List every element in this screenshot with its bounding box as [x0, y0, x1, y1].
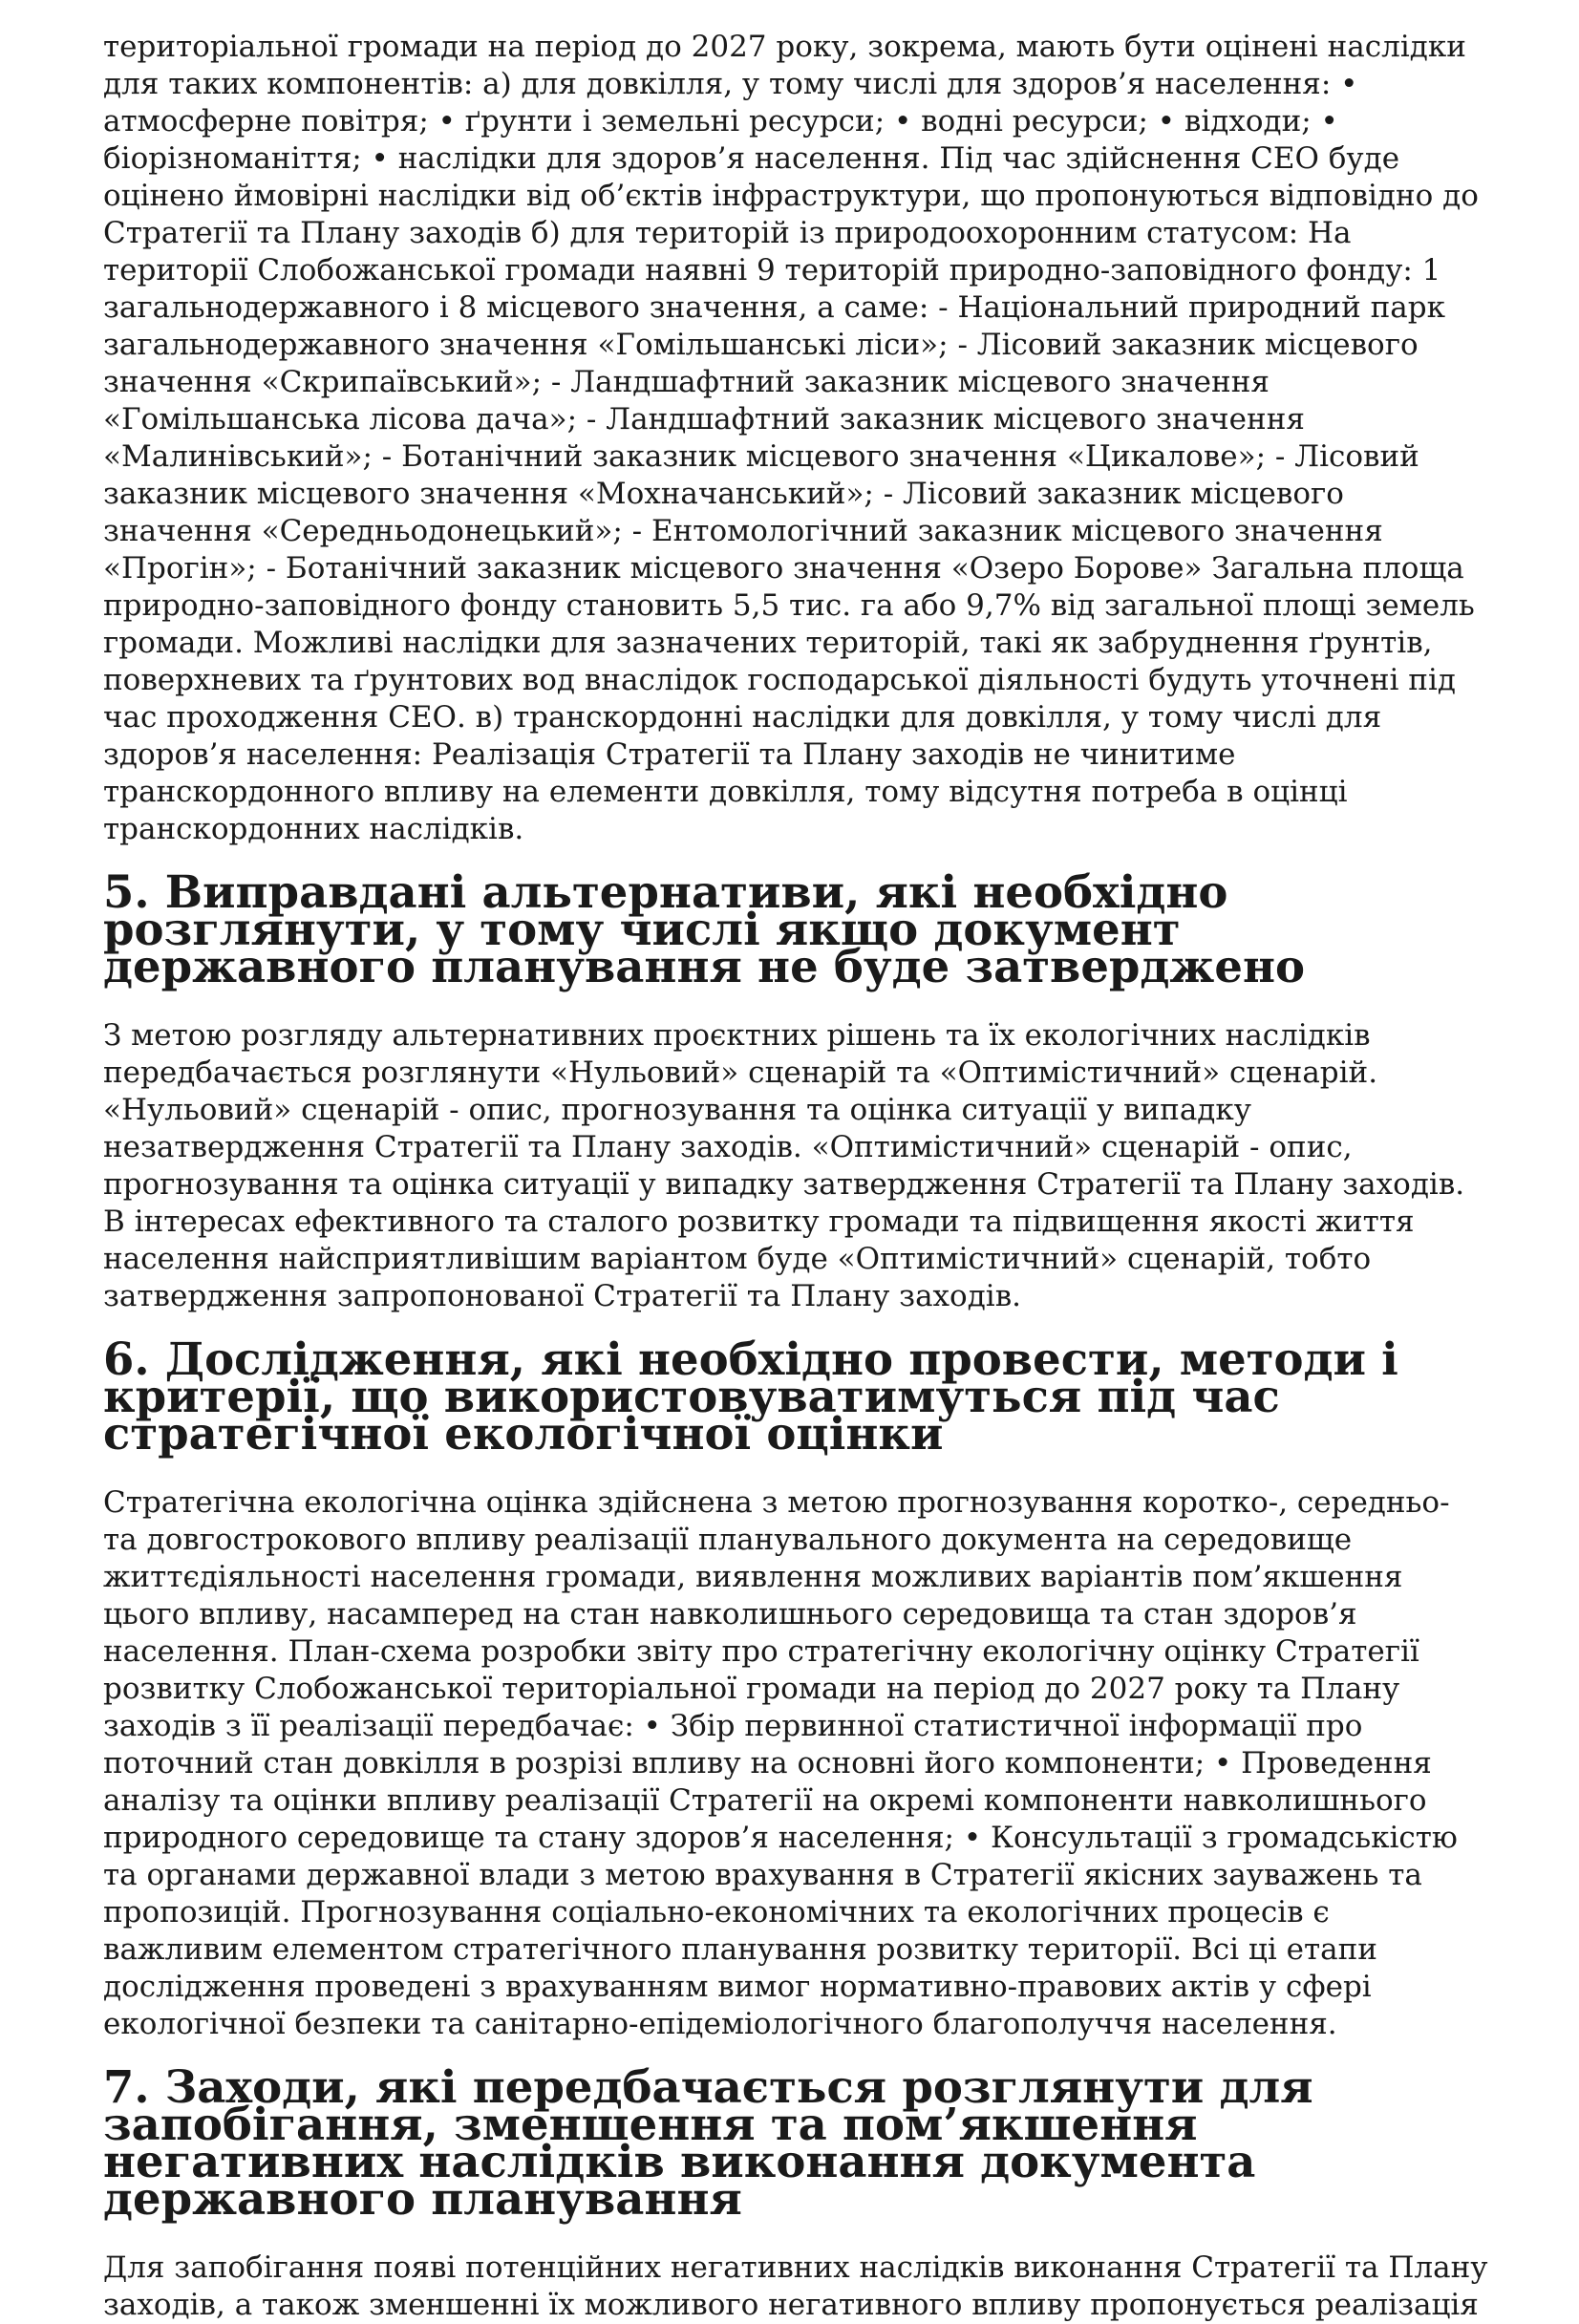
intro-paragraph: територіальної громади на період до 2027 року, зокрема, мають бути оцінені наслідки для таких компонентів: а) для довкілля, у тому числі для здоров’я населення: • атмосферне повітря; • ґрунти і земельні ресурси; • водні ресурси; • відходи; • біорізноманіття; • наслідки для здоров’я населення. Під час здійснення СЕО буде оцінено ймовірні наслідки від об’єктів інфраструктури, що пропонуються відповідно до Стратегії та Плану заходів б) для територій із природоохоронним статусом: На території Слобожанської громади наявні 9 територій природно-заповідного фонду: 1 загальнодержавного і 8 місцевого значення, а саме: - Національний природний парк загальнодержавного значення «Гомільшанські ліси»; - Лісовий заказник місцевого значення «Скрипаївський»; - Ландшафтний заказник місцевого значення «Гомільшанська лісова дача»; - Ландшафтний заказник місцевого значення «Малинівський»; - Ботанічний заказник місцевого значення «Цикалове»; - Лісовий заказник місцевого значення «Мохначанський»; - Лісовий заказник місцевого значення «Середньодонецький»; - Ентомологічний заказник місцевого значення «Прогін»; - Ботанічний заказник місцевого значення «Озеро Борове» Загальна площа природно-заповідного фонду становить 5,5 тис. га або 9,7% від загальної площі земель громади. Можливі наслідки для зазначених територій, такі як забруднення ґрунтів, поверхневих та ґрунтових вод внаслідок господарської діяльності будуть уточнені під час проходження СЕО. в) транскордонні наслідки для довкілля, у тому числі для здоров’я населення: Реалізація Стратегії та Плану заходів не чинитиме транскордонного впливу на елементи довкілля, тому відсутня потреба в оцінці транскордонних наслідків.	[103, 30, 1479, 846]
section-heading: 7. Заходи, які передбачається розглянути для запобігання, зменшення та пом’якшення негативних наслідків виконання документа державного планування	[103, 2060, 1313, 2225]
section-7	[103, 2060, 1488, 2324]
section-6	[103, 1333, 1488, 2068]
section-paragraph: Для запобігання появі потенційних негативних наслідків виконання Стратегії та Плану заходів, а також зменшенні їх можливого негативного впливу пропонується реалізація	[103, 2250, 1488, 2322]
document-body	[103, 29, 1488, 2324]
section-5	[103, 865, 1488, 1340]
section-heading: 5. Виправдані альтернативи, які необхідно розглянути, у тому числі якщо документ державного планування не буде затверджено	[103, 865, 1305, 992]
section-heading: 6. Дослідження, які необхідно провести, методи і критерії, що використовуватимуться під час стратегічної екологічної оцінки	[103, 1333, 1398, 1460]
section-paragraph: Стратегічна екологічна оцінка здійснена з метою прогнозування коротко-, середньо- та довгострокового впливу реалізації планувального документа на середовище життєдіяльності населення громади, виявлення можливих варіантів пом’якшення цього впливу, насамперед на стан навколишнього середовища та стан здоров’я населення. План-схема розробки звіту про стратегічну екологічну оцінку Стратегії розвитку Слобожанської територіальної громади на період до 2027 року та Плану заходів з її реалізації передбачає: • Збір первинної статистичної інформації про поточний стан довкілля в розрізі впливу на основні його компоненти; • Проведення аналізу та оцінки впливу реалізації Стратегії на окремі компоненти навколишнього природного середовище та стану здоров’я населення; • Консультації з громадськістю та органами державної влади з метою врахування в Стратегії якісних зауважень та пропозицій. Прогнозування соціально-економічних та екологічних процесів є важливим елементом стратегічного планування розвитку території. Всі ці етапи дослідження проведені з врахуванням вимог нормативно-правових актів у сфері екологічної безпеки та санітарно-епідеміологічного благополуччя населення.	[103, 1485, 1458, 2041]
section-paragraph: З метою розгляду альтернативних проєктних рішень та їх екологічних наслідків передбачається розглянути «Нульовий» сценарій та «Оптимістичний» сценарій. «Нульовий» сценарій - опис, прогнозування та оцінка ситуації у випадку незатвердження Стратегії та Плану заходів. «Оптимістичний» сценарій - опис, прогнозування та оцінка ситуації у випадку затвердження Стратегії та Плану заходів. В інтересах ефективного та сталого розвитку громади та підвищення якості життя населення найсприятливішим варіантом буде «Оптимістичний» сценарій, тобто затвердження запропонованої Стратегії та Плану заходів.	[103, 1018, 1465, 1313]
